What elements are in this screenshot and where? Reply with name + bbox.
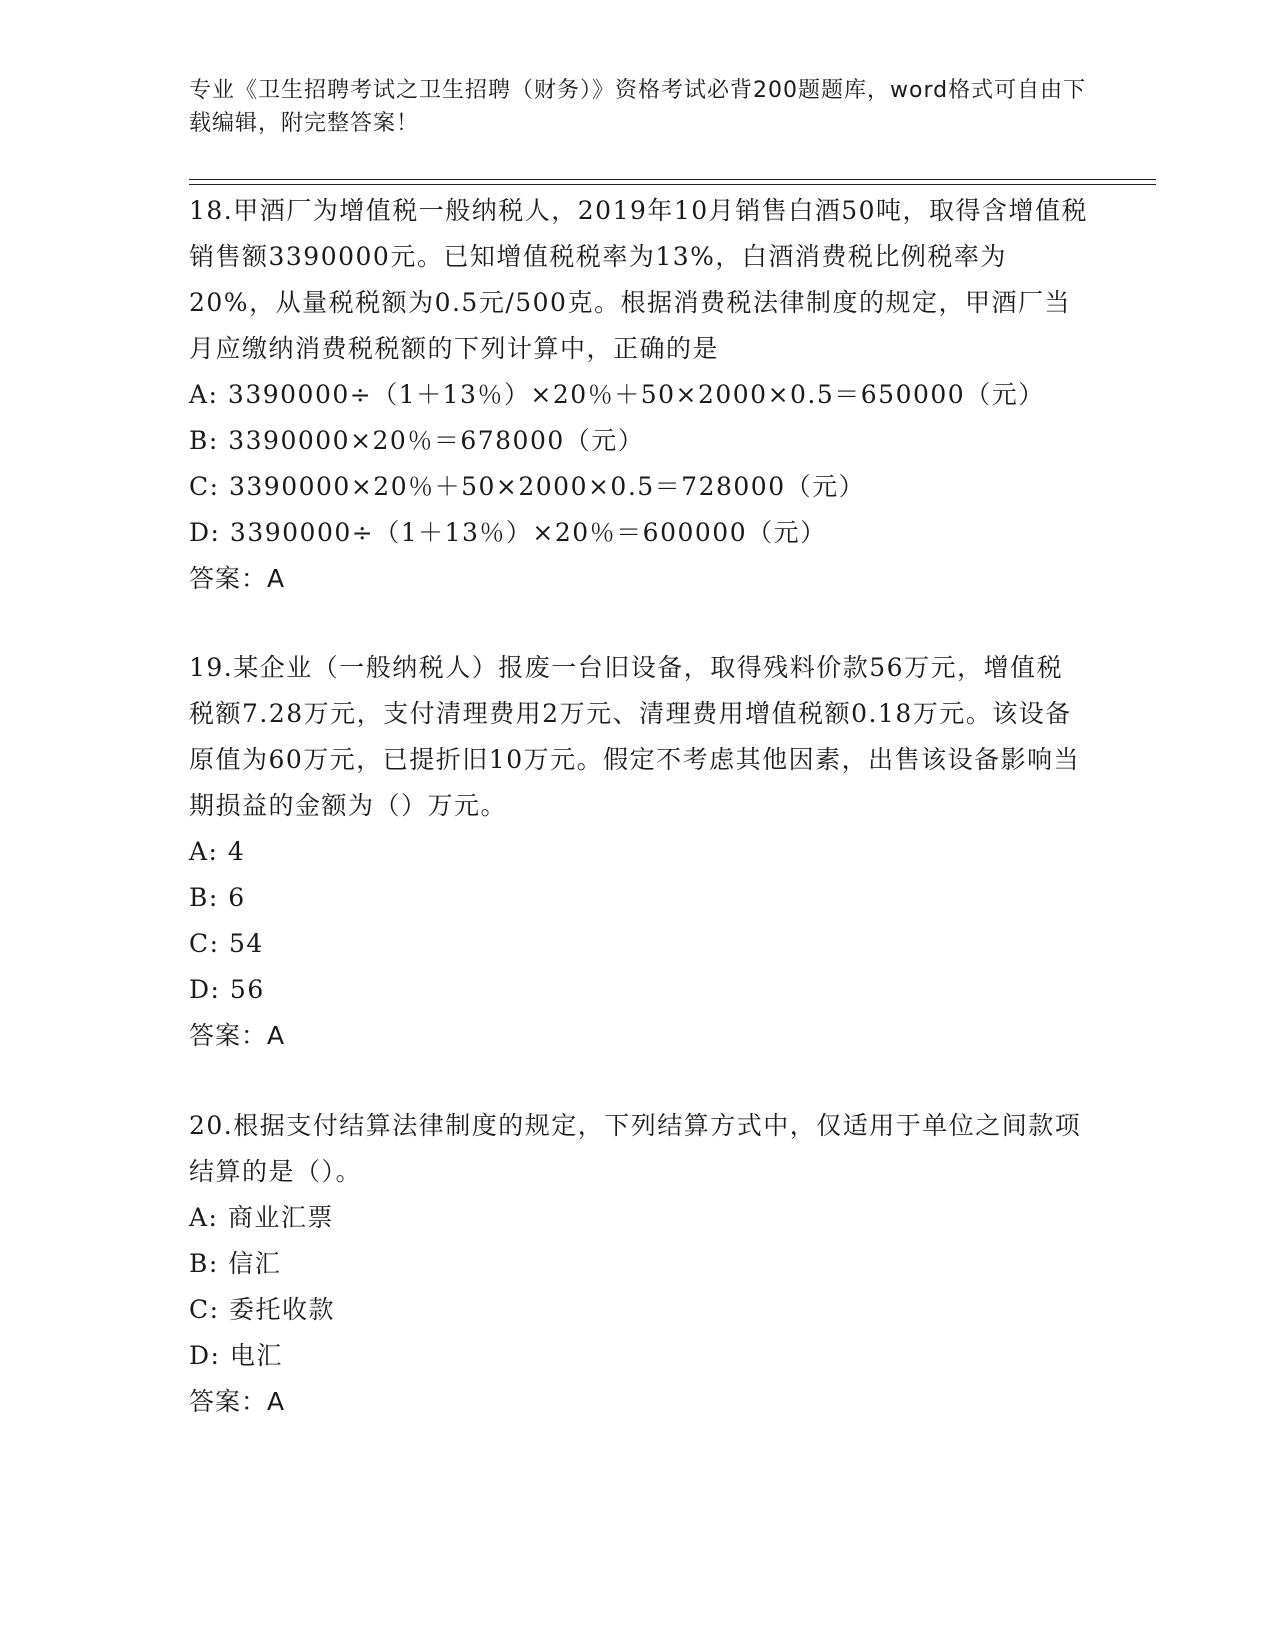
- option-d: D: 56: [189, 975, 265, 1004]
- answer-label: 答案：A: [189, 1387, 286, 1416]
- option-d: D: 3390000÷（1＋13％）×20％＝600000（元）: [189, 518, 827, 547]
- option-c: C: 3390000×20％＋50×2000×0.5＝728000（元）: [189, 472, 866, 501]
- question-stem: 19.某企业（一般纳税人）报废一台旧设备，取得残料价款56万元，增值税税额7.28万元，支付清理费用2万元、清理费用增值税额0.18万元。该设备原值为60万元，已提折旧10万元。假定不考虑其他因素，出售该设备影响当期损益的金额为（）万元。: [189, 653, 1081, 820]
- answer-label: 答案：A: [189, 1021, 286, 1050]
- option-b: B: 6: [189, 883, 246, 912]
- option-a: A: 4: [189, 837, 246, 866]
- option-a: A: 3390000÷（1＋13％）×20％＋50×2000×0.5＝650000（元）: [189, 380, 1045, 409]
- option-b: B: 3390000×20％＝678000（元）: [189, 426, 645, 455]
- question-20: [189, 1103, 1089, 1425]
- answer-label: 答案：A: [189, 564, 286, 593]
- header-divider-bottom: [189, 184, 1156, 185]
- option-c: C: 委托收款: [189, 1295, 335, 1324]
- option-b: B: 信汇: [189, 1249, 282, 1278]
- option-c: C: 54: [189, 929, 264, 958]
- option-d: D: 电汇: [189, 1341, 283, 1370]
- document-header: 专业《卫生招聘考试之卫生招聘（财务）》资格考试必背200题题库，word格式可自由下载编辑，附完整答案！: [189, 78, 1087, 136]
- header-divider-top: [189, 179, 1156, 180]
- question-stem: 18.甲酒厂为增值税一般纳税人，2019年10月销售白酒50吨，取得含增值税销售额3390000元。已知增值税税率为13%，白酒消费税比例税率为20%，从量税税额为0.5元/500克。根据消费税法律制度的规定，甲酒厂当月应缴纳消费税税额的下列计算中，正确的是: [189, 196, 1089, 363]
- question-stem: 20.根据支付结算法律制度的规定，下列结算方式中，仅适用于单位之间款项结算的是（）。: [189, 1111, 1082, 1186]
- option-a: A: 商业汇票: [189, 1203, 334, 1232]
- question-18: [189, 188, 1089, 602]
- question-19: [189, 645, 1089, 1059]
